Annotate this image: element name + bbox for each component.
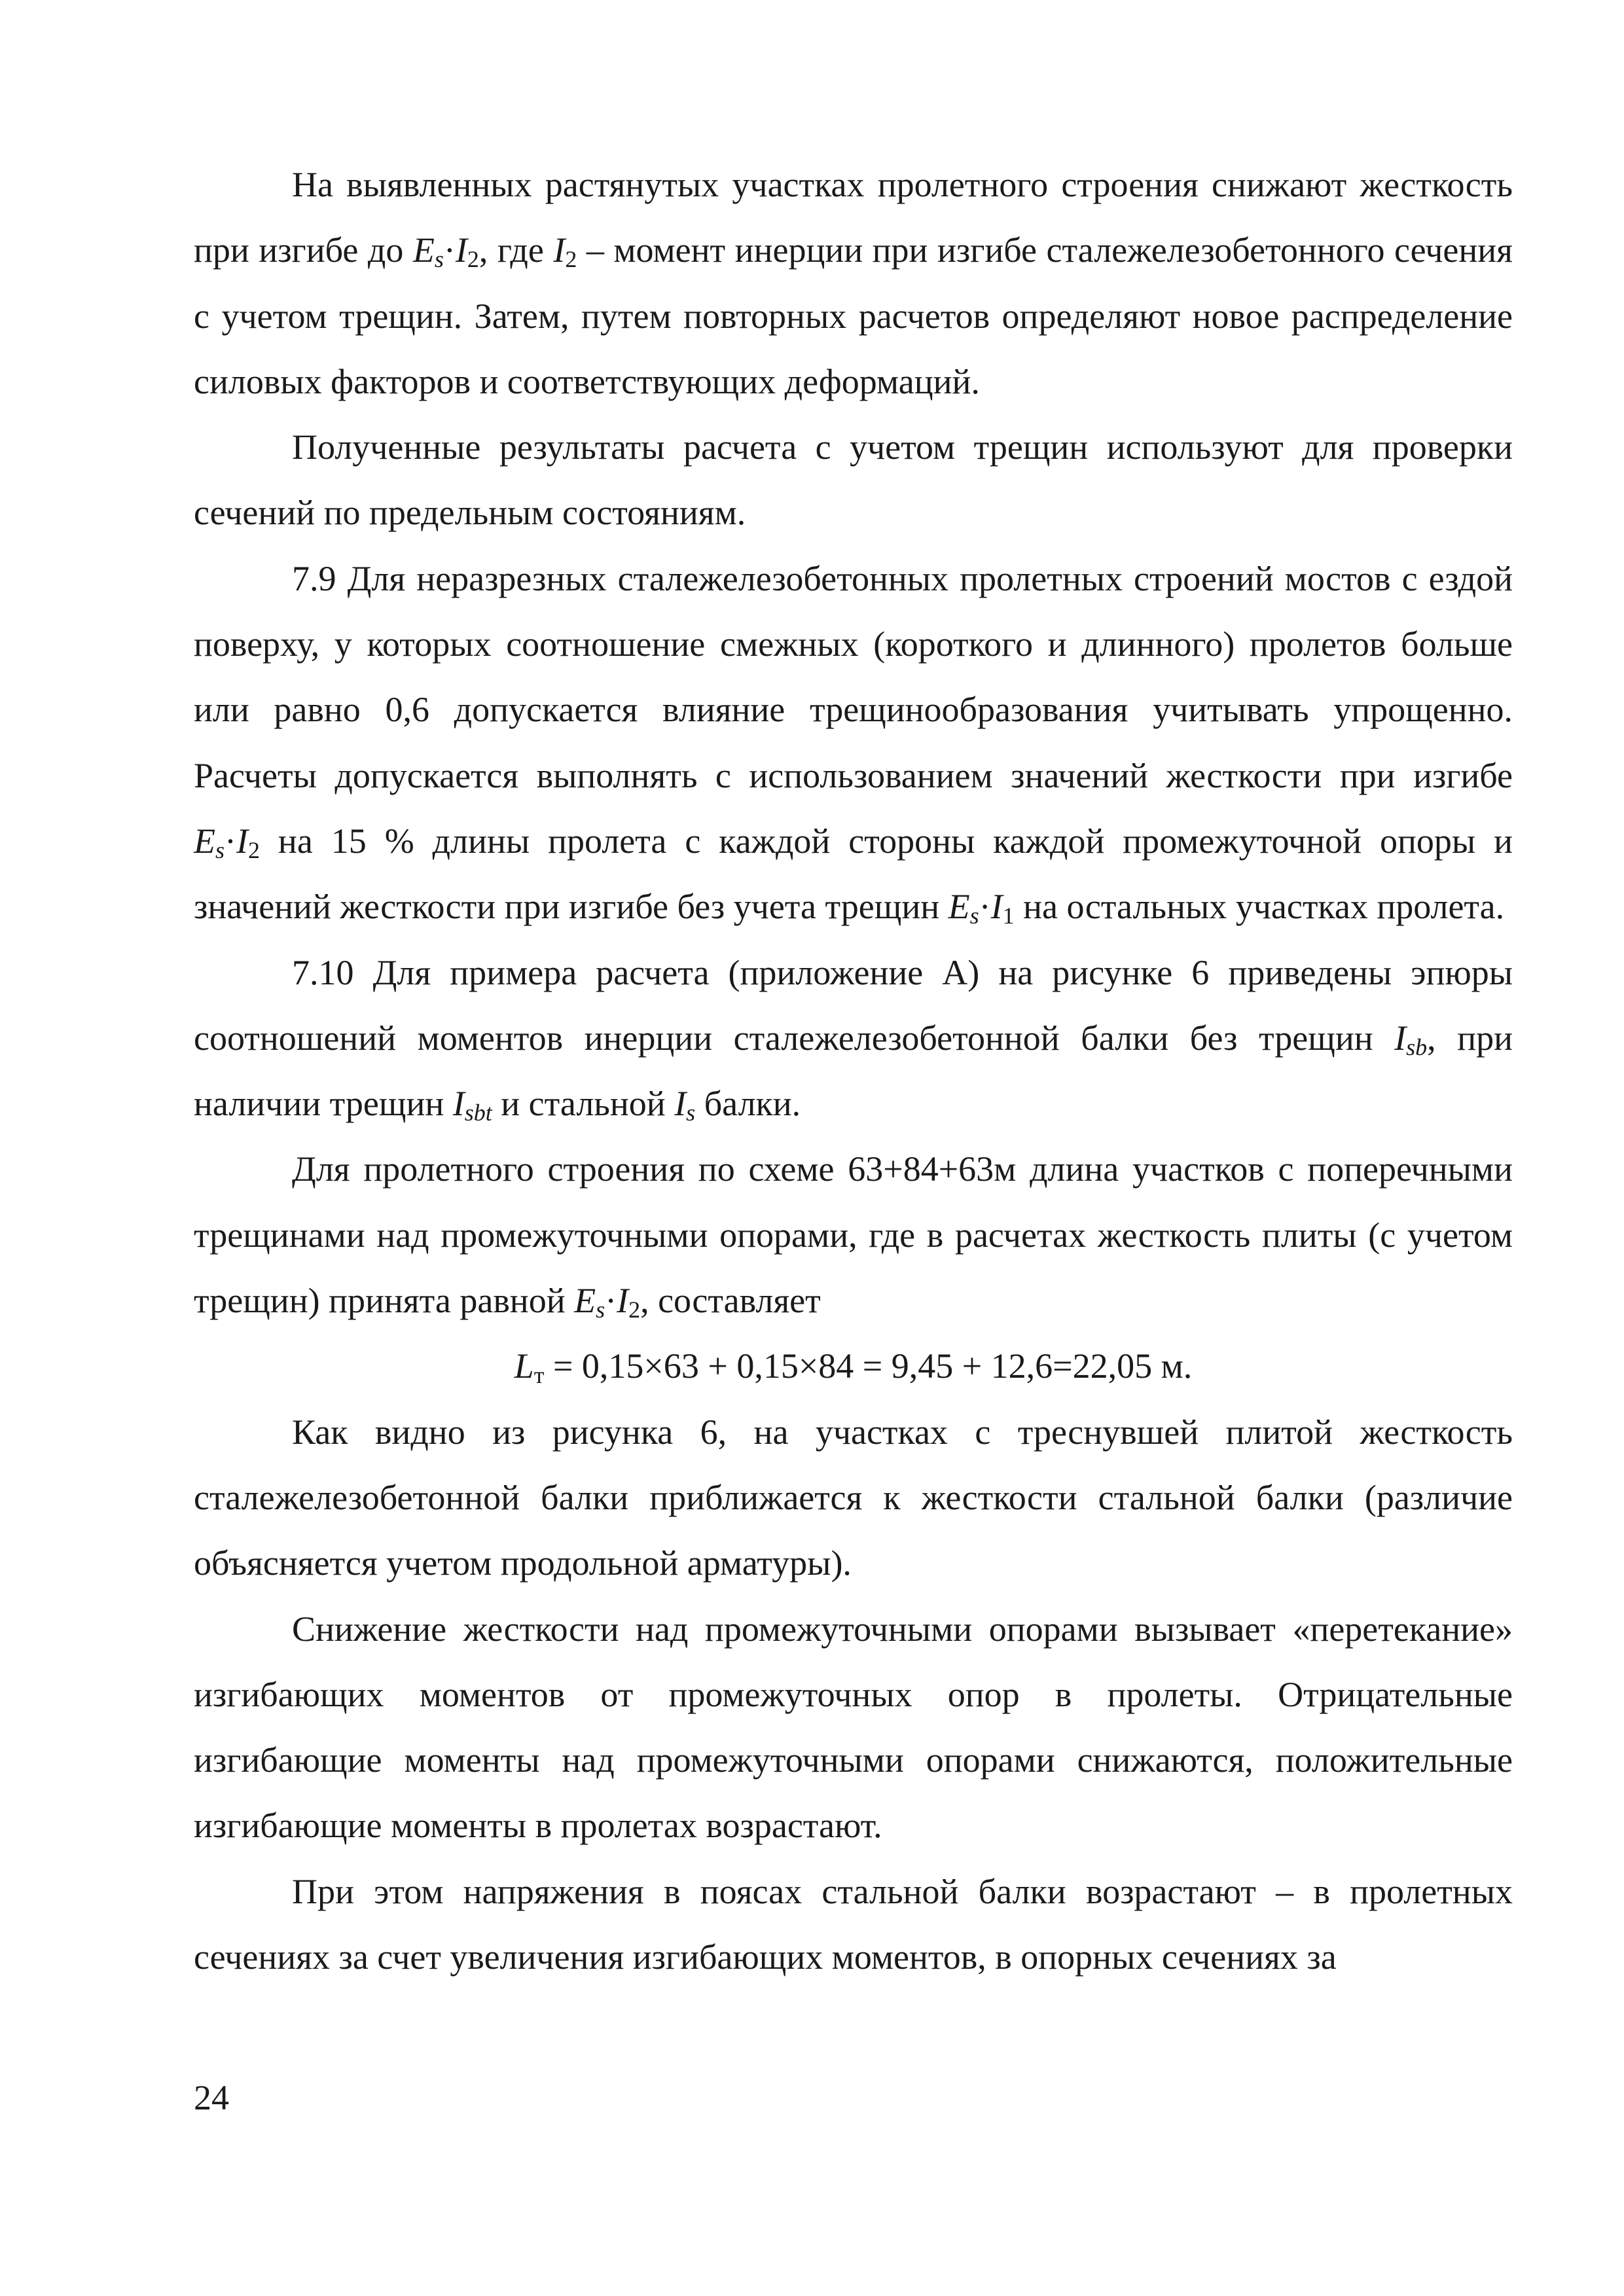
text-run: балки. (695, 1084, 801, 1124)
text-run: I (553, 230, 566, 270)
text-run: Как видно из рисунка 6, на участках с треснувшей плитой жесткость сталежелезобетонной балки приближается к жесткости стальной балки (различие объясняется учетом продольной арматуры). (194, 1412, 1513, 1583)
text-run: 2 (628, 1297, 641, 1323)
text-run: Полученные результаты расчета с учетом трещин используют для проверки сечений по предельным состояниям. (194, 427, 1513, 533)
text-run: 1 (1002, 903, 1015, 929)
paragraph-5 (194, 1136, 1513, 1333)
paragraph-7 (194, 1596, 1513, 1859)
text-run: и стальной (492, 1084, 675, 1124)
text-run: E (574, 1281, 596, 1321)
text-run: s (596, 1297, 605, 1323)
text-run: на остальных участках пролета. (1014, 887, 1505, 927)
text-run: L (514, 1346, 534, 1386)
text-run: на 15 % длины пролета с каждой стороны каждой промежуточной опоры и значений жесткости при изгибе без учета трещин (194, 821, 1513, 927)
paragraph-4 (194, 940, 1513, 1137)
text-run: E (194, 821, 215, 861)
text-run: На выявленных растянутых участках пролетного строения снижают жесткость при изгибе до (194, 165, 1513, 270)
text-run: I (452, 1084, 465, 1124)
text-run: s (434, 246, 444, 273)
text-run: s (215, 836, 225, 863)
text-run: При этом напряжения в поясах стальной балки возрастают – в пролетных сечениях за счет увеличения изгибающих моментов, в опорных сечениях за (194, 1871, 1513, 1977)
text-run: т (533, 1362, 545, 1389)
text-run: · (979, 887, 991, 927)
text-run: 2 (467, 246, 479, 273)
paragraph-3 (194, 546, 1513, 940)
text-run: E (948, 887, 970, 927)
text-run: s (969, 903, 979, 929)
paragraph-1 (194, 152, 1513, 414)
paragraph-6 (194, 1399, 1513, 1596)
formula-line (194, 1333, 1513, 1399)
text-run: sbt (464, 1100, 492, 1126)
text-run: · (605, 1281, 617, 1321)
text-run: · (225, 821, 236, 861)
text-run: I (1394, 1018, 1407, 1058)
text-run: = 0,15×63 + 0,15×84 = 9,45 + 12,6=22,05 м. (544, 1346, 1193, 1386)
text-run: I (236, 821, 248, 861)
text-run: s (686, 1100, 696, 1126)
text-run: 2 (565, 246, 577, 273)
text-run: I (617, 1281, 629, 1321)
text-run: 2 (247, 836, 260, 863)
text-run: · (443, 230, 456, 270)
text-run: sb (1406, 1033, 1428, 1060)
text-run: 7.10 Для примера расчета (приложение А) на рисунке 6 приведены эпюры соотношений моментов инерции сталежелезобетонной балки без трещин (194, 952, 1513, 1058)
paragraph-8 (194, 1859, 1513, 1990)
text-run: Для пролетного строения по схеме 63+84+63м длина участков с поперечными трещинами над промежуточными опорами, где в расчетах жесткость плиты (с учетом трещин) принята равной (194, 1149, 1513, 1321)
text-run: I (455, 230, 467, 270)
text-run: I (674, 1084, 687, 1124)
text-run: I (990, 887, 1003, 927)
text-run: E (412, 230, 435, 270)
text-run: Снижение жесткости над промежуточными опорами вызывает «перетекание» изгибающих моментов от промежуточных опор в пролеты. Отрицательные изгибающие моменты над промежуточными опорами снижаются, положительные изгибающие моменты в пролетах возрастают. (194, 1609, 1513, 1846)
text-run: , где (478, 230, 554, 270)
text-run: , при наличии трещин (194, 1018, 1513, 1124)
body-text (194, 152, 1513, 1990)
text-run: , составляет (640, 1281, 821, 1321)
text-run: – момент инерции при изгибе сталежелезобетонного сечения с учетом трещин. Затем, путем повторных расчетов определяют новое распределение силовых факторов и соответствующих деформаций. (194, 230, 1513, 401)
page-number: 24 (194, 2078, 229, 2117)
paragraph-2 (194, 414, 1513, 546)
text-run: 7.9 Для неразрезных сталежелезобетонных пролетных строений мостов с ездой поверху, у которых соотношение смежных (короткого и длинного) пролетов больше или равно 0,6 допускается влияние трещинообразования учитывать упрощенно. Расчеты допускается выполнять с использованием значений жесткости при изгибе (194, 558, 1513, 795)
